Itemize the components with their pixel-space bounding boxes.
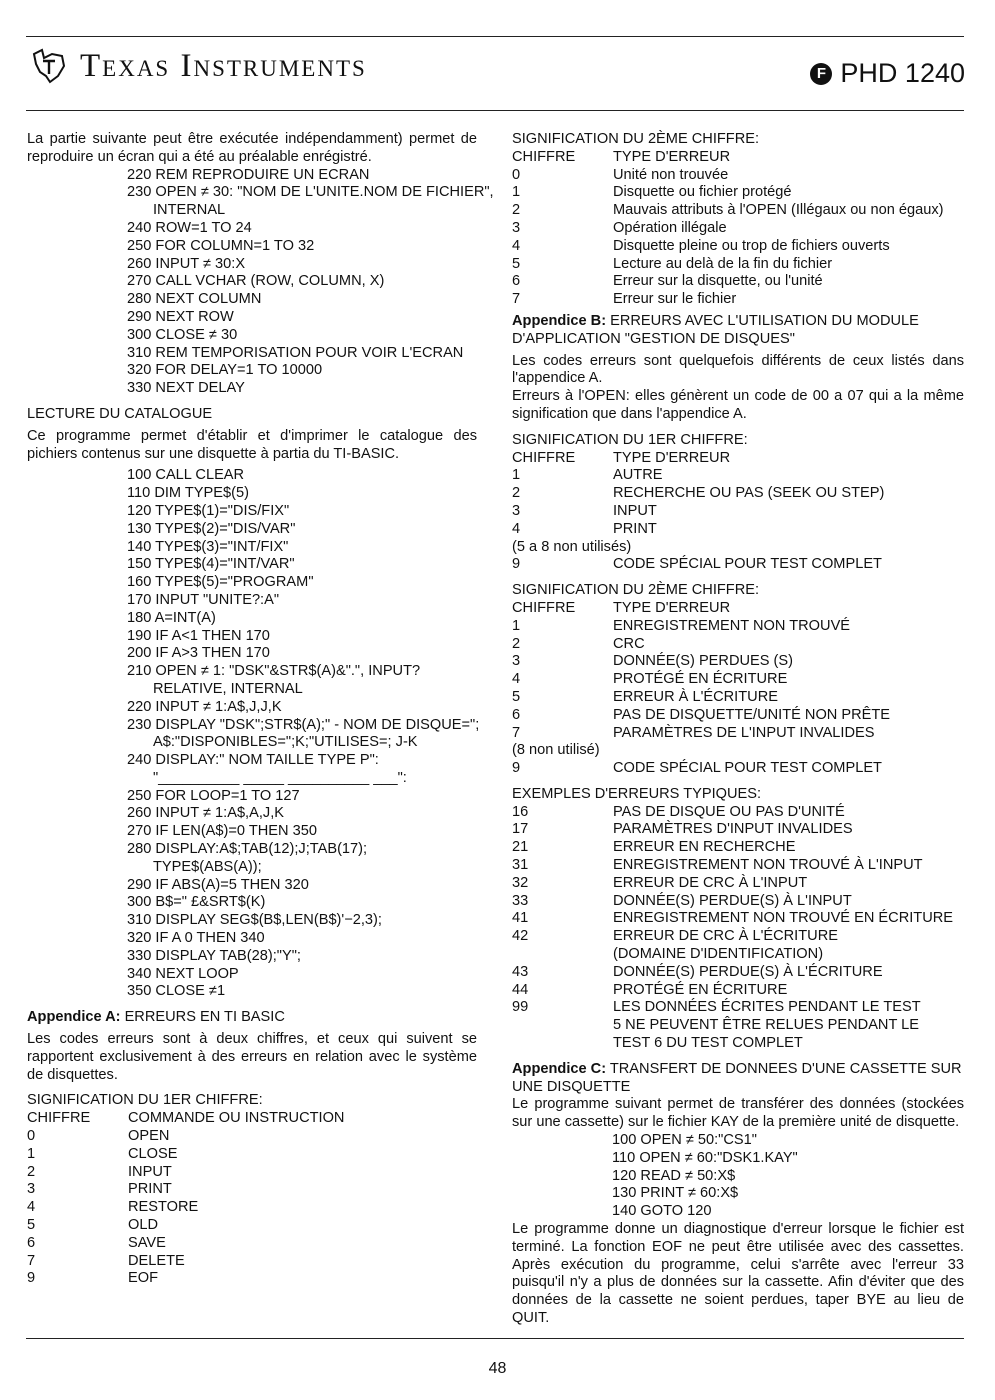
table-row bbox=[512, 653, 964, 671]
code-cell: 4 bbox=[27, 1199, 36, 1216]
right-column bbox=[512, 131, 964, 1328]
code-line: 340 NEXT LOOP bbox=[127, 965, 239, 982]
table-row bbox=[512, 238, 964, 256]
meaning-cell: PRINT bbox=[128, 1181, 172, 1198]
catalog-text: Ce programme permet d'établir et d'imprimer le catalogue des pichiers contenus sur une disquette à partia du TI-BASIC. bbox=[27, 427, 477, 462]
code-cell: 33 bbox=[512, 892, 529, 909]
examples-table bbox=[512, 804, 964, 1053]
column-header: TYPE D'ERREUR bbox=[613, 599, 731, 616]
code-cell: 17 bbox=[512, 821, 529, 838]
code-line: 140 TYPE$(3)="INT/FIX" bbox=[127, 538, 289, 555]
code-cell: 2 bbox=[512, 485, 521, 502]
meaning-cell: CODE SPÉCIAL POUR TEST COMPLET bbox=[613, 760, 882, 777]
code-line: 250 FOR COLUMN=1 TO 32 bbox=[127, 237, 315, 254]
code-cell: 5 bbox=[512, 255, 521, 272]
code-line: 270 CALL VCHAR (ROW, COLUMN, X) bbox=[127, 273, 385, 290]
table-row bbox=[27, 1253, 477, 1271]
code-line: 150 TYPE$(4)="INT/VAR" bbox=[127, 556, 295, 573]
column-header: CHIFFRE bbox=[512, 148, 576, 165]
code-line: 180 A=INT(A) bbox=[127, 609, 216, 626]
appendix-b-heading bbox=[512, 313, 964, 349]
code-cell: 99 bbox=[512, 999, 529, 1016]
code-line: 160 TYPE$(5)="PROGRAM" bbox=[127, 574, 314, 591]
meaning-cell: EOF bbox=[128, 1270, 158, 1287]
sig4-heading: SIGNIFICATION DU 2ÈME CHIFFRE: bbox=[512, 582, 760, 599]
code-line: "__________ _____ __________ ___": bbox=[153, 769, 407, 786]
code-line: 210 OPEN ≠ 1: "DSK"&STR$(A)&".", INPUT? bbox=[127, 663, 421, 680]
appendix-a-text: Les codes erreurs sont à deux chiffres, et ceux qui suivent se rapportent exclusivement à des erreurs en relation avec le système de disquettes. bbox=[27, 1031, 477, 1083]
code-cell: 3 bbox=[512, 502, 521, 519]
meaning-cell: DONNÉE(S) PERDUES (S) bbox=[613, 653, 794, 670]
meaning-cell: INPUT bbox=[128, 1163, 172, 1180]
code-line: 330 DISPLAY TAB(28);"Y"; bbox=[127, 947, 301, 964]
meaning-cell: Disquette pleine ou trop de fichiers ouverts bbox=[613, 237, 890, 254]
appendix-c-heading bbox=[512, 1061, 964, 1097]
code-line: 310 DISPLAY SEG$(B$,LEN(B$)'−2,3); bbox=[127, 912, 382, 929]
column-header: CHIFFRE bbox=[512, 449, 576, 466]
meaning-cell: CRC bbox=[613, 635, 645, 652]
table-row bbox=[512, 291, 964, 309]
table-row bbox=[512, 167, 964, 185]
sig3-table bbox=[512, 450, 964, 575]
code-cell: 1 bbox=[27, 1145, 36, 1162]
code-cell: 44 bbox=[512, 981, 529, 998]
table-row bbox=[27, 1146, 477, 1164]
code-line: 240 DISPLAY:" NOM TAILLE TYPE P": bbox=[127, 752, 379, 769]
table-row bbox=[512, 964, 964, 982]
code-line: 230 OPEN ≠ 30: "NOM DE L'UNITE.NOM DE FICHIER", bbox=[127, 184, 494, 201]
meaning-cell: DONNÉE(S) PERDUE(S) À L'ÉCRITURE bbox=[613, 963, 883, 980]
table-row bbox=[512, 839, 964, 857]
table-row bbox=[512, 618, 964, 636]
appendix-c-text: Le programme donne un diagnostique d'erreur lorsque le fichier est terminé. La fonction EOF ne peut être utilisée avec des cassettes. Après exécution du programme, celui s'arrête avec l'erreur 33 puisqu'il n'y a plus de données sur la cassette. Afin d'éviter que des données de la cassette ne soient perdues, taper BYE au lieu de QUIT. bbox=[512, 1221, 964, 1326]
code-line: 100 OPEN ≠ 50:"CS1" bbox=[612, 1132, 757, 1149]
column-header: CHIFFRE bbox=[27, 1110, 91, 1127]
sig1-table bbox=[27, 1110, 477, 1288]
table-row bbox=[512, 256, 964, 274]
meaning-cell: PAS DE DISQUETTE/UNITÉ NON PRÊTE bbox=[613, 706, 891, 723]
code-line: 250 FOR LOOP=1 TO 127 bbox=[127, 787, 300, 804]
examples-heading: EXEMPLES D'ERREURS TYPIQUES: bbox=[512, 785, 762, 802]
table-row bbox=[512, 184, 964, 202]
code-cell: 9 bbox=[512, 556, 521, 573]
code-cell: 4 bbox=[512, 671, 521, 688]
table-row bbox=[512, 857, 964, 875]
table-header-row bbox=[512, 600, 964, 618]
code-line: 200 IF A>3 THEN 170 bbox=[127, 645, 270, 662]
code-cell: 5 bbox=[27, 1217, 36, 1234]
code-cell: 7 bbox=[27, 1252, 36, 1269]
brand-name: Texas Instruments bbox=[80, 47, 367, 84]
code-cell: 43 bbox=[512, 963, 529, 980]
code-cell: 5 bbox=[512, 688, 521, 705]
table-row bbox=[27, 1181, 477, 1199]
table-row bbox=[512, 821, 964, 839]
model-name: PHD 1240 bbox=[840, 58, 965, 88]
code-line: 120 READ ≠ 50:X$ bbox=[612, 1167, 736, 1184]
code-line: 170 INPUT "UNITE?:A" bbox=[127, 591, 280, 608]
appendix-c-title: TRANSFERT DE DONNEES D'UNE CASSETTE SUR UNE DISQUETTE bbox=[512, 1060, 962, 1095]
table-row bbox=[512, 760, 964, 778]
meaning-cell: OPEN bbox=[128, 1128, 170, 1145]
code-line: 130 TYPE$(2)="DIS/VAR" bbox=[127, 520, 296, 537]
meaning-cell: INPUT bbox=[613, 502, 657, 519]
meaning-cell: DELETE bbox=[128, 1252, 185, 1269]
table-row bbox=[512, 273, 964, 291]
table-row bbox=[512, 725, 964, 743]
table-row bbox=[27, 1270, 477, 1288]
meaning-cell: Lecture au delà de la fin du fichier bbox=[613, 255, 833, 272]
table-row bbox=[512, 485, 964, 503]
page-number: 48 bbox=[488, 1360, 507, 1377]
code-line: 220 INPUT ≠ 1:A$,J,J,K bbox=[127, 698, 282, 715]
code-line: 350 CLOSE ≠1 bbox=[127, 983, 226, 1000]
catalog-heading: LECTURE DU CATALOGUE bbox=[27, 405, 213, 422]
meaning-cell: Opération illégale bbox=[613, 219, 727, 236]
code-cell: 1 bbox=[512, 184, 521, 201]
table-row bbox=[27, 1128, 477, 1146]
code-cell: 42 bbox=[512, 928, 529, 945]
table-row bbox=[512, 636, 964, 654]
meaning-cell: ERREUR DE CRC À L'ÉCRITURE (DOMAINE D'IDENTIFICATION) bbox=[613, 928, 838, 963]
table-row bbox=[512, 503, 964, 521]
model-header bbox=[810, 58, 965, 89]
column-header: CHIFFRE bbox=[512, 599, 576, 616]
code-cell: 0 bbox=[512, 166, 521, 183]
meaning-cell: Erreur sur la disquette, ou l'unité bbox=[613, 273, 823, 290]
column-header: COMMANDE OU INSTRUCTION bbox=[128, 1110, 345, 1127]
table-note: (8 non utilisé) bbox=[512, 742, 600, 759]
code-cell: 1 bbox=[512, 467, 521, 484]
code-line: 260 INPUT ≠ 1:A$,A,J,K bbox=[127, 805, 284, 822]
code-line: 300 CLOSE ≠ 30 bbox=[127, 326, 238, 343]
code-line: 220 REM REPRODUIRE UN ECRAN bbox=[127, 166, 370, 183]
table-header-row bbox=[512, 450, 964, 468]
code-line: 280 NEXT COLUMN bbox=[127, 291, 262, 308]
meaning-cell: PAS DE DISQUE OU PAS D'UNITÉ bbox=[613, 803, 845, 820]
code-cell: 4 bbox=[512, 520, 521, 537]
code-cell: 6 bbox=[512, 706, 521, 723]
brand-header bbox=[28, 44, 367, 88]
code-line: 270 IF LEN(A$)=0 THEN 350 bbox=[127, 823, 317, 840]
table-row bbox=[512, 202, 964, 220]
table-row bbox=[512, 467, 964, 485]
sig4-table bbox=[512, 600, 964, 778]
screen-program bbox=[27, 166, 494, 398]
meaning-cell: LES DONNÉES ÉCRITES PENDANT LE TEST 5 NE PEUVENT ÊTRE RELUES PENDANT LE TEST 6 DU TEST COMPLET bbox=[613, 999, 921, 1052]
table-row bbox=[27, 1235, 477, 1253]
code-line: 320 FOR DELAY=1 TO 10000 bbox=[127, 362, 323, 379]
code-line: 110 DIM TYPE$(5) bbox=[127, 485, 249, 502]
meaning-cell: Mauvais attributs à l'OPEN (Illégaux ou non égaux) bbox=[613, 202, 944, 219]
code-cell: 2 bbox=[512, 202, 521, 219]
code-line: 110 OPEN ≠ 60:"DSK1.KAY" bbox=[612, 1149, 798, 1166]
table-row bbox=[27, 1217, 477, 1235]
meaning-cell: ENREGISTREMENT NON TROUVÉ bbox=[613, 617, 851, 634]
code-line: 120 TYPE$(1)="DIS/FIX" bbox=[127, 502, 290, 519]
footer-rule bbox=[26, 1338, 964, 1339]
sig3-heading: SIGNIFICATION DU 1ER CHIFFRE: bbox=[512, 431, 748, 448]
meaning-cell: DONNÉE(S) PERDUE(S) À L'INPUT bbox=[613, 892, 852, 909]
code-cell: 3 bbox=[27, 1181, 36, 1198]
meaning-cell: AUTRE bbox=[613, 467, 663, 484]
meaning-cell: RESTORE bbox=[128, 1199, 199, 1216]
code-line: RELATIVE, INTERNAL bbox=[153, 680, 303, 697]
meaning-cell: PARAMÈTRES D'INPUT INVALIDES bbox=[613, 821, 853, 838]
code-cell: 6 bbox=[512, 273, 521, 290]
table-row bbox=[27, 1164, 477, 1182]
code-cell: 31 bbox=[512, 857, 529, 874]
appendix-a-title: ERREURS EN TI BASIC bbox=[120, 1009, 285, 1026]
code-cell: 4 bbox=[512, 237, 521, 254]
meaning-cell: SAVE bbox=[128, 1234, 166, 1251]
code-cell: 3 bbox=[512, 653, 521, 670]
code-cell: 0 bbox=[27, 1128, 36, 1145]
sig1-heading: SIGNIFICATION DU 1ER CHIFFRE: bbox=[27, 1092, 263, 1109]
meaning-cell: ERREUR EN RECHERCHE bbox=[613, 839, 796, 856]
code-line: A$:"DISPONIBLES=";K;"UTILISES=; J-K bbox=[153, 734, 418, 751]
code-line: 310 REM TEMPORISATION POUR VOIR L'ECRAN bbox=[127, 344, 464, 361]
table-row bbox=[512, 928, 964, 964]
meaning-cell: Erreur sur le fichier bbox=[613, 291, 737, 308]
code-line: 290 NEXT ROW bbox=[127, 308, 234, 325]
code-line: 260 INPUT ≠ 30:X bbox=[127, 255, 246, 272]
meaning-cell: CODE SPÉCIAL POUR TEST COMPLET bbox=[613, 556, 882, 573]
meaning-cell: OLD bbox=[128, 1217, 159, 1234]
meaning-cell: PROTÉGÉ EN ÉCRITURE bbox=[613, 981, 788, 998]
appendix-b-label: Appendice B: bbox=[512, 312, 607, 329]
code-line: TYPE$(ABS(A)); bbox=[153, 858, 262, 875]
code-cell: 9 bbox=[27, 1270, 36, 1287]
table-row bbox=[512, 556, 964, 574]
code-line: 300 B$=" £&SRT$(K) bbox=[127, 894, 266, 911]
table-row bbox=[512, 982, 964, 1000]
table-row bbox=[512, 689, 964, 707]
table-row bbox=[512, 707, 964, 725]
table-row bbox=[512, 804, 964, 822]
table-row bbox=[512, 220, 964, 238]
column-header: TYPE D'ERREUR bbox=[613, 148, 731, 165]
appendix-a-label: Appendice A: bbox=[27, 1009, 121, 1026]
appendix-c-label: Appendice C: bbox=[512, 1060, 607, 1077]
code-line: 330 NEXT DELAY bbox=[127, 380, 245, 397]
table-row bbox=[512, 893, 964, 911]
table-note: (5 a 8 non utilisés) bbox=[512, 538, 632, 555]
appendix-c-text: Le programme suivant permet de transférer des données (stockées sur une cassette) sur le fichier KAY de la première unité de disquette. bbox=[512, 1096, 964, 1131]
code-line: 290 IF ABS(A)=5 THEN 320 bbox=[127, 876, 309, 893]
code-cell: 21 bbox=[512, 839, 529, 856]
table-row bbox=[512, 875, 964, 893]
appendix-b-text: Les codes erreurs sont quelquefois différents de ceux listés dans l'appendice A. bbox=[512, 352, 964, 387]
left-column bbox=[27, 131, 494, 1288]
meaning-cell: PROTÉGÉ EN ÉCRITURE bbox=[613, 671, 788, 688]
sig2-table bbox=[512, 149, 964, 309]
code-line: INTERNAL bbox=[153, 202, 226, 219]
language-badge: F bbox=[810, 63, 832, 85]
code-line: 130 PRINT ≠ 60:X$ bbox=[612, 1185, 739, 1202]
code-cell: 32 bbox=[512, 874, 529, 891]
table-header-row bbox=[512, 149, 964, 167]
table-row bbox=[27, 1199, 477, 1217]
meaning-cell: Unité non trouvée bbox=[613, 166, 729, 183]
header-rule bbox=[26, 110, 964, 111]
code-cell: 16 bbox=[512, 803, 529, 820]
sig2-heading: SIGNIFICATION DU 2ÈME CHIFFRE: bbox=[512, 131, 760, 147]
meaning-cell: Disquette ou fichier protégé bbox=[613, 184, 792, 201]
meaning-cell: PARAMÈTRES DE L'INPUT INVALIDES bbox=[613, 724, 875, 741]
code-cell: 3 bbox=[512, 219, 521, 236]
table-header-row bbox=[27, 1110, 477, 1128]
table-row bbox=[512, 521, 964, 539]
meaning-cell: CLOSE bbox=[128, 1145, 178, 1162]
code-cell: 6 bbox=[27, 1234, 36, 1251]
cassette-program bbox=[512, 1132, 964, 1221]
code-line: 280 DISPLAY:A$;TAB(12);J;TAB(17); bbox=[127, 841, 368, 858]
table-row bbox=[512, 999, 964, 1052]
table-row bbox=[512, 910, 964, 928]
code-line: 100 CALL CLEAR bbox=[127, 467, 245, 484]
ti-logo-icon bbox=[28, 46, 68, 86]
code-cell: 7 bbox=[512, 291, 521, 308]
code-line: 230 DISPLAY "DSK";STR$(A);" - NOM DE DISQUE="; bbox=[127, 716, 480, 733]
code-line: 320 IF A 0 THEN 340 bbox=[127, 930, 265, 947]
meaning-cell: ENREGISTREMENT NON TROUVÉ EN ÉCRITURE bbox=[613, 910, 954, 927]
code-cell: 7 bbox=[512, 724, 521, 741]
appendix-b-title: ERREURS AVEC L'UTILISATION DU MODULE D'APPLICATION "GESTION DE DISQUES" bbox=[512, 312, 919, 347]
meaning-cell: RECHERCHE OU PAS (SEEK OU STEP) bbox=[613, 485, 885, 502]
code-line: 240 ROW=1 TO 24 bbox=[127, 219, 252, 236]
meaning-cell: ENREGISTREMENT NON TROUVÉ À L'INPUT bbox=[613, 857, 923, 874]
appendix-b-text: Erreurs à l'OPEN: elles génèrent un code de 00 a 07 qui a la même signification que dans l'appendice A. bbox=[512, 388, 964, 422]
top-rule bbox=[26, 36, 964, 37]
table-row bbox=[512, 671, 964, 689]
code-cell: 2 bbox=[512, 635, 521, 652]
appendix-a-heading bbox=[27, 1009, 477, 1027]
meaning-cell: ERREUR À L'ÉCRITURE bbox=[613, 688, 778, 705]
meaning-cell: ERREUR DE CRC À L'INPUT bbox=[613, 874, 808, 891]
code-line: 190 IF A<1 THEN 170 bbox=[127, 627, 270, 644]
meaning-cell: PRINT bbox=[613, 520, 657, 537]
intro-text: La partie suivante peut être exécutée indépendamment) permet de reproduire un écran qui a été au préalable enrégistré. bbox=[27, 131, 477, 165]
code-line: 140 GOTO 120 bbox=[612, 1203, 712, 1220]
code-cell: 9 bbox=[512, 760, 521, 777]
code-cell: 41 bbox=[512, 910, 529, 927]
code-cell: 2 bbox=[27, 1163, 36, 1180]
code-cell: 1 bbox=[512, 617, 521, 634]
catalog-program bbox=[27, 467, 480, 1001]
column-header: TYPE D'ERREUR bbox=[613, 449, 731, 466]
